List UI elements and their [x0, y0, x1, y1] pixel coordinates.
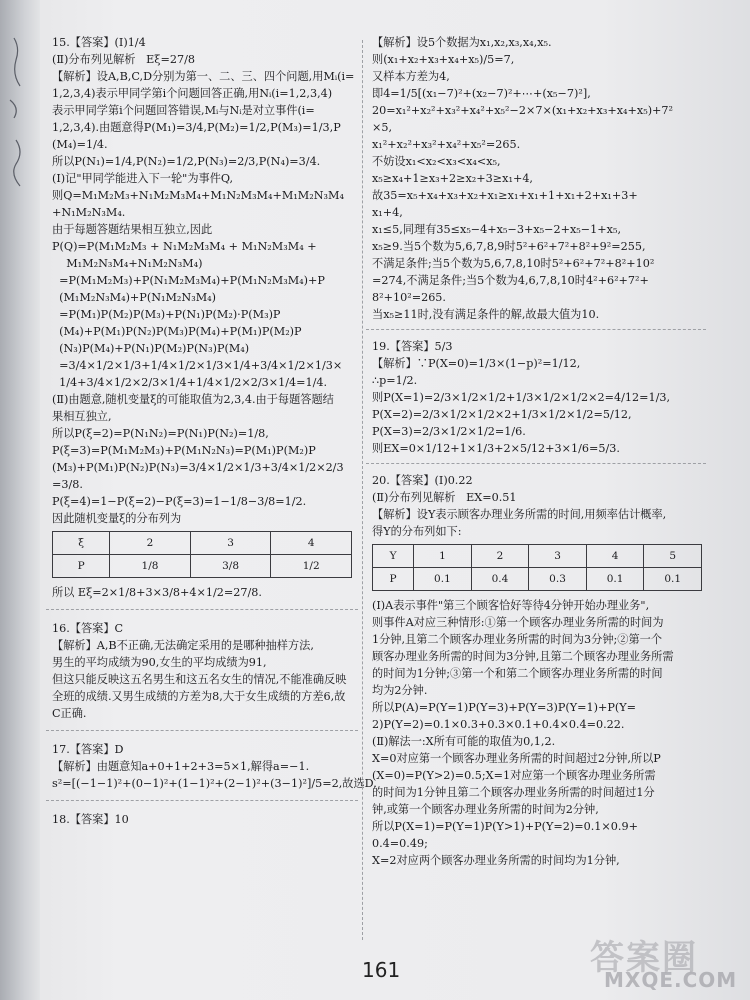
text-line: C正确. — [52, 707, 87, 720]
watermark-logo-text: 答案圈 — [590, 938, 698, 978]
text-line: 当x₅≥11时,没有满足条件的解,故最大值为10. — [372, 308, 600, 321]
q17-solution — [52, 741, 377, 792]
text-line: (M₄)=1/4. — [52, 138, 108, 151]
text-line: (M₄)+P(M₁)P(N₂)P(M₃)P(M₄)+P(M₁)P(M₂)P — [52, 325, 302, 338]
text-line: x₁≤5,同理有35≤x₅−4+x₅−3+x₅−2+x₅−1+x₅, — [372, 223, 622, 236]
text-line: =P(M₁M₂M₃)+P(N₁M₂M₃M₄)+P(M₁N₂M₃M₄)+P — [52, 274, 325, 287]
text-line: 果相互独立, — [52, 410, 112, 423]
table-cell: P — [53, 555, 110, 578]
q20-solution-continued — [372, 597, 704, 869]
text-line: 得Y的分布列如下: — [372, 525, 462, 538]
text-line: x₅≥9.当5个数为5,6,7,8,9时5²+6²+7²+8²+9²=255, — [372, 240, 646, 253]
table-cell: 0.1 — [644, 568, 702, 591]
q15-expectation: 所以 Eξ=2×1/8+3×3/8+4×1/2=27/8. — [52, 586, 262, 599]
text-line: x₅≥x₄+1≥x₃+2≥x₂+3≥x₁+4, — [372, 172, 533, 185]
text-line: =P(M₁)P(M₂)P(M₃)+P(N₁)P(M₂)·P(M₃)P — [52, 308, 281, 321]
text-line: 则EX=0×1/12+1×1/3+2×5/12+3×1/6=5/3. — [372, 442, 620, 455]
q15-solution — [52, 34, 355, 527]
text-line: 故35=x₅+x₄+x₃+x₂+x₁≥x₁+x₁+1+x₁+2+x₁+3+ — [372, 189, 638, 202]
table-row — [373, 545, 702, 568]
text-line: 【解析】∵P(X=0)=1/3×(1−p)²=1/12, — [372, 357, 581, 370]
table-cell: 0.1 — [414, 568, 472, 591]
text-line: x₁²+x₂²+x₃²+x₄²+x₅²=265. — [372, 138, 521, 151]
text-line: x₁+4, — [372, 206, 403, 219]
xi-distribution-table — [52, 531, 352, 578]
text-line: 不妨设x₁<x₂<x₃<x₄<x₅, — [372, 155, 501, 168]
q19-solution — [372, 338, 704, 457]
table-cell: 2 — [110, 532, 191, 555]
text-line: =274,不满足条件;当5个数为4,6,7,8,10时4²+6²+7²+ — [372, 274, 649, 287]
text-line: (Ⅱ)分布列见解析 EX=0.51 — [372, 491, 517, 504]
text-line: P(X=2)=2/3×1/2×1/2×2+1/3×1/2×1/2=5/12, — [372, 408, 632, 421]
text-line: 顾客办理业务所需的时间为3分钟,且第二个顾客办理业务所需 — [372, 650, 674, 663]
table-cell: 3/8 — [190, 555, 271, 578]
text-line: 男生的平均成绩为90,女生的平均成绩为91, — [52, 656, 267, 669]
text-line: 则(x₁+x₂+x₃+x₄+x₅)/5=7, — [372, 53, 515, 66]
text-line: 钟,或第一个顾客办理业务所需的时间为2分钟, — [372, 803, 599, 816]
text-line: P(ξ=3)=P(M₁M₂M₃)+P(M₁N₂N₃)=P(M₁)P(M₂)P — [52, 444, 316, 457]
table-row — [53, 532, 352, 555]
text-line: 的时间为1分钟;③第一个和第二个顾客办理业务所需的时间 — [372, 667, 663, 680]
text-line: 17.【答案】D — [52, 743, 124, 756]
text-line: (Ⅱ)由题意,随机变量ξ的可能取值为2,3,4.由于每题答题结 — [52, 393, 334, 406]
text-line: P(Q)=P(M₁M₂M₃ + N₁M₂M₃M₄ + M₁N₂M₃M₄ + — [52, 240, 317, 253]
text-line: (Ⅱ)解法一:X所有可能的取值为0,1,2. — [372, 735, 556, 748]
q18-answer: 18.【答案】10 — [52, 813, 129, 826]
text-line: 15.【答案】(Ⅰ)1/4 — [52, 36, 146, 49]
text-line: (Ⅰ)A表示事件"第三个顾客恰好等待4分钟开始办理业务", — [372, 599, 650, 612]
text-line: 所以P(N₁)=1/4,P(N₂)=1/2,P(N₃)=2/3,P(N₄)=3/4. — [52, 155, 321, 168]
table-cell: 4 — [271, 532, 352, 555]
text-line: s²=[(−1−1)²+(0−1)²+(1−1)²+(2−1)²+(3−1)²]/5=2,故选D. — [52, 777, 377, 790]
text-line: 1分钟,且第二个顾客办理业务所需的时间为3分钟;②第一个 — [372, 633, 663, 646]
table-cell: 1/8 — [110, 555, 191, 578]
text-line: 表示甲同学第i个问题回答错误,Mᵢ与Nᵢ是对立事件(i= — [52, 104, 315, 117]
text-line: (Ⅱ)分布列见解析 Eξ=27/8 — [52, 53, 195, 66]
text-line: 全班的成绩.又男生成绩的方差为8,大于女生成绩的方差6,故 — [52, 690, 346, 703]
text-line: P(X=3)=2/3×1/2×1/2=1/6. — [372, 425, 526, 438]
text-line: 由于每题答题结果相互独立,因此 — [52, 223, 213, 236]
text-line: (Ⅰ)记"甲同学能进入下一轮"为事件Q, — [52, 172, 234, 185]
text-line: 所以P(X=1)=P(Y=1)P(Y>1)+P(Y=2)=0.1×0.9+ — [372, 820, 638, 833]
table-cell: 0.3 — [529, 568, 587, 591]
q16-solution — [52, 620, 352, 722]
handwriting-scribble — [4, 30, 38, 230]
page-number: 161 — [362, 958, 401, 982]
table-cell: 5 — [644, 545, 702, 568]
text-line: 但这只能反映这五名男生和这五名女生的情况,不能准确反映 — [52, 673, 347, 686]
text-line: 【解析】A,B不正确,无法确定采用的是哪种抽样方法, — [52, 639, 314, 652]
text-line: 【解析】设5个数据为x₁,x₂,x₃,x₄,x₅. — [372, 36, 552, 49]
text-line: 又样本方差为4, — [372, 70, 450, 83]
text-line: 1,2,3,4).由题意得P(M₁)=3/4,P(M₂)=1/2,P(M₃)=1/3,P — [52, 121, 341, 134]
text-line: (M₃)+P(M₁)P(N₂)P(N₃)=3/4×1/2×1/3+3/4×1/2×2/3 — [52, 461, 344, 474]
text-line: 1,2,3,4)表示甲同学第i个问题回答正确,用Nᵢ(i=1,2,3,4) — [52, 87, 333, 100]
text-line: 【解析】设A,B,C,D分别为第一、二、三、四个问题,用Mᵢ(i= — [52, 70, 355, 83]
table-cell: Y — [373, 545, 414, 568]
text-line: (X=0)=P(Y>2)=0.5;X=1对应第一个顾客办理业务所需 — [372, 769, 656, 782]
table-row — [53, 555, 352, 578]
text-line: +N₁M₂N₃M₄. — [52, 206, 126, 219]
table-cell: 1 — [414, 545, 472, 568]
text-line: 19.【答案】5/3 — [372, 340, 453, 353]
text-line: 20.【答案】(Ⅰ)0.22 — [372, 474, 473, 487]
table-cell: 3 — [190, 532, 271, 555]
table-cell: 4 — [586, 545, 644, 568]
section-divider — [46, 730, 358, 731]
text-line: 所以P(ξ=2)=P(N₁N₂)=P(N₁)P(N₂)=1/8, — [52, 427, 269, 440]
table-cell: 0.4 — [471, 568, 529, 591]
table-cell: P — [373, 568, 414, 591]
text-line: 【解析】设Y表示顾客办理业务所需的时间,用频率估计概率, — [372, 508, 667, 521]
text-line: 所以P(A)=P(Y=1)P(Y=3)+P(Y=3)P(Y=1)+P(Y= — [372, 701, 637, 714]
text-line: 即4=1/5[(x₁−7)²+(x₂−7)²+⋯+(x₅−7)²], — [372, 87, 591, 100]
table-cell: 3 — [529, 545, 587, 568]
text-line: 因此随机变量ξ的分布列为 — [52, 512, 182, 525]
table-cell: 2 — [471, 545, 529, 568]
text-line: X=0对应第一个顾客办理业务所需的时间超过2分钟,所以P — [372, 752, 661, 765]
column-divider — [362, 40, 363, 940]
section-divider — [366, 329, 706, 330]
y-distribution-table — [372, 544, 702, 591]
table-row — [373, 568, 702, 591]
text-line: 20=x₁²+x₂²+x₃²+x₄²+x₅²−2×7×(x₁+x₂+x₃+x₄+x₅)+7² — [372, 104, 674, 117]
section-divider — [46, 609, 358, 610]
text-line: 则P(X=1)=2/3×1/2×1/2+1/3×1/2×1/2×2=4/12=1/3, — [372, 391, 671, 404]
text-line: 0.4=0.49; — [372, 837, 428, 850]
text-line: 8²+10²=265. — [372, 291, 446, 304]
text-line: 均为2分钟. — [372, 684, 428, 697]
text-line: 的时间为1分钟且第二个顾客办理业务所需的时间超过1分 — [372, 786, 655, 799]
section-divider — [46, 800, 358, 801]
watermark-url: MXQE.COM — [604, 968, 738, 992]
q18-solution — [372, 34, 704, 323]
section-divider — [366, 463, 706, 464]
right-column — [372, 34, 704, 869]
text-line: X=2对应两个顾客办理业务所需的时间均为1分钟, — [372, 854, 620, 867]
text-line: 16.【答案】C — [52, 622, 124, 635]
text-line: ×5, — [372, 121, 393, 134]
text-line: M₁M₂N₃M₄+N₁M₂N₃M₄) — [52, 257, 203, 270]
table-cell: ξ — [53, 532, 110, 555]
text-line: P(ξ=4)=1−P(ξ=2)−P(ξ=3)=1−1/8−3/8=1/2. — [52, 495, 307, 508]
text-line: 则事件A对应三种情形:①第一个顾客办理业务所需的时间为 — [372, 616, 664, 629]
text-line: ∴p=1/2. — [372, 374, 418, 387]
left-column — [52, 34, 377, 828]
text-line: =3/8. — [52, 478, 83, 491]
text-line: 1/4+3/4×1/2×2/3×1/4+1/4×1/2×2/3×1/4=1/4. — [52, 376, 328, 389]
q20-solution — [372, 472, 704, 540]
table-cell: 1/2 — [271, 555, 352, 578]
text-line: 则Q=M₁M₂M₃+N₁M₂M₃M₄+M₁N₂M₃M₄+M₁M₂N₃M₄ — [52, 189, 344, 202]
text-line: (N₃)P(M₄)+P(N₁)P(M₂)P(N₃)P(M₄) — [52, 342, 250, 355]
site-watermark — [590, 930, 740, 994]
text-line: 2)P(Y=2)=0.1×0.3+0.3×0.1+0.4×0.4=0.22. — [372, 718, 625, 731]
text-line: =3/4×1/2×1/3+1/4×1/2×1/3×1/4+3/4×1/2×1/3× — [52, 359, 343, 372]
table-cell: 0.1 — [586, 568, 644, 591]
text-line: 不满足条件;当5个数为5,6,7,8,10时5²+6²+7²+8²+10² — [372, 257, 655, 270]
text-line: (M₁M₂N₃M₄)+P(N₁M₂N₃M₄) — [52, 291, 216, 304]
text-line: 【解析】由题意知a+0+1+2+3=5×1,解得a=−1. — [52, 760, 310, 773]
